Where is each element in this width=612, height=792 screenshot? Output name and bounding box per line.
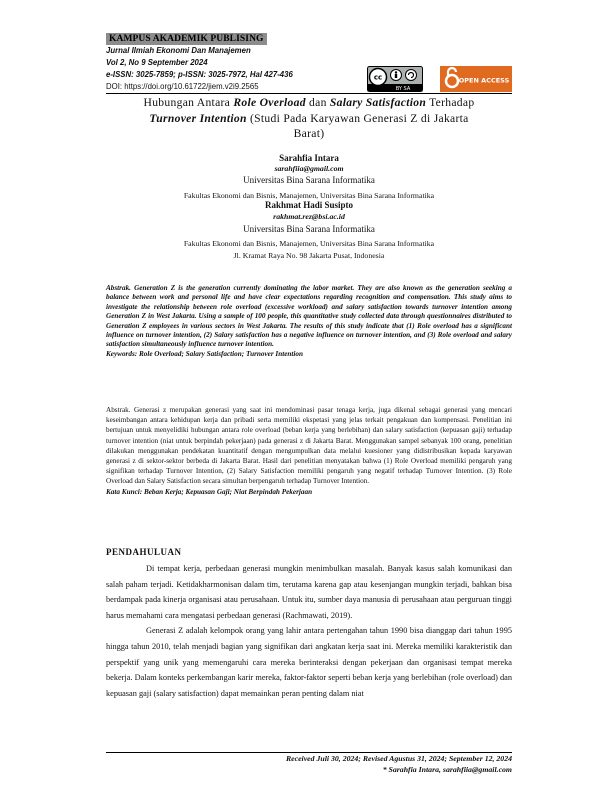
received-dates: Received Juli 30, 2024; Revised Agustus 31, 2024; September 12, 2024	[285, 754, 512, 763]
paragraph: Generasi Z adalah kelompok orang yang lahir antara pertengahan tahun 1990 bisa dianggap dari tahun 1995 hingga tahun 2010, telah menjadi bagian yang signifikan dari angkatan kerja saat ini. Mereka memiliki karakteristik dan perspektif yang unik yang memengaruhi cara mereka berinteraksi dengan pekerjaan dan organisasi tempat mereka bekerja. Dalam konteks perkembangan karir mereka, faktor-faktor seperti beban kerja yang berlebihan (role overload) dan kepuasan gaji (salary satisfaction) dapat memainkan peran penting dalam niat	[106, 626, 512, 698]
journal-volume: Vol 2, No 9 September 2024	[106, 58, 208, 67]
footer-rule	[106, 752, 512, 753]
author-2-name: Rakhmat Hadi Susipto	[264, 200, 354, 210]
author-1-email[interactable]: sarahfiia@gmail.com	[274, 164, 344, 173]
license-label: BY SA	[395, 86, 411, 92]
abstract-english	[106, 284, 512, 359]
author-2-university: Universitas Bina Sarana Informatika	[243, 224, 375, 234]
cc-by-sa-license-icon[interactable]	[367, 66, 423, 92]
open-access-label: OPEN ACCESS	[458, 76, 510, 85]
keywords-english: Keywords: Role Overload; Salary Satisfaction; Turnover Intention	[106, 349, 303, 358]
paper-title: Hubungan Antara Role Overload dan Salary Satisfaction Terhadap Turnover Intention (Studi Pada Karyawan Generasi Z di Jakarta Barat)	[143, 96, 475, 140]
author-1-name: Sarahfia Intara	[279, 153, 339, 163]
abstract-indonesian-text: Abstrak. Generasi z merupakan generasi yang saat ini mendominasi pasar tenaga kerja, juga dikenal sebagai generasi yang mencari keseimbangan antara kehidupan kerja dan pribadi serta memiliki ekspetasi yang jelas terkait pengakuan dan kompensasi. Penelitian ini bertujuan untuk menyelidiki hubungan antara role overload (beban kerja yang berlebihan) dan salary satisfaction (kepuasan gaji) terhadap turnover intention (niat untuk berpindah pekerjaan) pada generasi z di Jakarta Barat. Menggunakan sampel sebanyak 100 orang, penelitian dilakukan menggunakan pendekatan kuantitatif dengan mengumpulkan data melalui kuesioner yang didistribusikan kepada karyawan generasi z di sektor-sektor berbeda di Jakarta Barat. Hasil dari penelitian menyatakan bahwa (1) Role Overload memiliki pengaruh yang signifikan terhadap Turnover Intention, (2) Salary Satisfaction memiliki pengaruh yang negatif terhadap Turnover Intention. (3) Role Overload dan Salary Satisfaction secara simultan berpengaruh terhadap Turnover Intention.	[106, 406, 512, 486]
paragraph: Di tempat kerja, perbedaan generasi mungkin menimbulkan masalah. Banyak kasus salah komunikasi dan salah paham terjadi. Ketidakharmonisan dalam tim, terutama karena gap atau kesenjangan mungkin terjadi, bahkan bisa berdampak pada kinerja organisasi atau perusahaan. Untuk itu, sumber daya manusia di perusahaan atau perguruan tinggi harus memahami cara mengatasi perbedaan generasi (Rachmawati, 2019).	[106, 564, 512, 620]
abstract-english-text: Abstrak. Generation Z is the generation currently dominating the labor market. They are also known as the generation seeking a balance between work and personal life and have clear expectations regarding recognition and compensation. This study aims to investigate the relationship between role overload (excessive workload) and salary satisfaction towards turnover intention among Generation Z in West Jakarta. Using a sample of 100 people, this quantitative study collected data through questionnaires distributed to Generation Z employees in various sectors in West Jakarta. The results of this study indicate that (1) Role overload has a significant influence on turnover intention, (2) Salary satisfaction has a negative influence on turnover intention, and (3) Role overload and salary satisfaction simultaneously influence turnover intention.	[106, 284, 512, 349]
header-rule	[106, 93, 512, 94]
author-2-email[interactable]: rakhmat.rez@bsi.ac.id	[273, 212, 345, 221]
author-1-university: Universitas Bina Sarana Informatika	[243, 175, 375, 185]
doi-link[interactable]: DOI: https://doi.org/10.61722/jiem.v2i9.2565	[106, 82, 259, 91]
journal-name: Jurnal Ilmiah Ekonomi Dan Manajemen	[106, 46, 251, 55]
author-1-faculty: Fakultas Ekonomi dan Bisnis, Manajemen, Universitas Bina Sarana Informatika	[183, 191, 435, 200]
author-2-faculty: Fakultas Ekonomi dan Bisnis, Manajemen, Universitas Bina Sarana Informatika	[183, 239, 435, 248]
publisher-badge: KAMPUS AKADEMIK PUBLISING	[106, 33, 267, 45]
journal-issn: e-ISSN: 3025-7859; p-ISSN: 3025-7972, Hal 427-436	[106, 70, 293, 79]
abstract-indonesian	[106, 405, 512, 497]
section-heading: PENDAHULUAN	[106, 547, 182, 557]
author-2-address: Jl. Kramat Raya No. 98 Jakarta Pusat, Indonesia	[233, 251, 385, 260]
body-text	[106, 561, 512, 701]
corresponding-author: * Sarahfia Intara, sarahfiia@gmail.com	[382, 765, 512, 774]
svg-text:cc: cc	[373, 73, 383, 82]
open-access-icon[interactable]	[440, 66, 512, 92]
keywords-indonesian: Kata Kunci: Beban Kerja; Kepuasan Gaji; Niat Berpindah Pekerjaan	[106, 487, 313, 496]
